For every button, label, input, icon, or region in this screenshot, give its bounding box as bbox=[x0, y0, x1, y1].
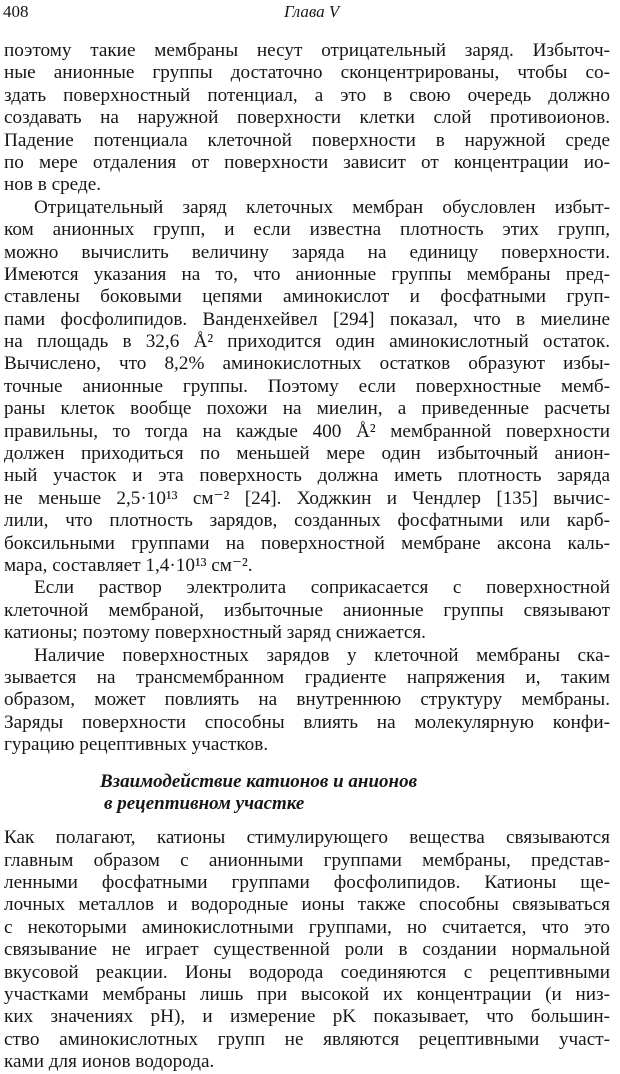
text-line: ные анионные группы достаточно сконцентрированы, чтобы со- bbox=[4, 62, 610, 84]
text-line: по мере отдаления от поверхности зависит от концентрации ио- bbox=[4, 151, 610, 173]
text-line: связывание не играет существенной роли в создании нормальной bbox=[4, 939, 610, 961]
text-line: ками для ионов водорода. bbox=[4, 1051, 215, 1073]
text-line: вкусовой реакции. Ионы водорода соединяются с рецептивными bbox=[4, 961, 610, 983]
text-line: зывается на трансмембранном градиенте напряжения и, таким bbox=[4, 666, 610, 688]
text-line: на площадь в 32,6 Å² приходится один аминокислотный остаток. bbox=[4, 331, 610, 353]
text-line: лочных металлов и водородные ионы также способны связываться bbox=[4, 894, 610, 916]
text-line: участками мембраны лишь при высокой их концентрации (и низ- bbox=[4, 984, 610, 1006]
text-line: главным образом с анионными группами мембраны, представ- bbox=[4, 849, 610, 871]
text-line: катионы; поэтому поверхностный заряд снижается. bbox=[4, 622, 426, 644]
text-line: мара, составляет 1,4·10¹³ см⁻². bbox=[4, 554, 253, 576]
text-line: Заряды поверхности способны влиять на молекулярную конфи- bbox=[4, 711, 610, 733]
text-line: гурацию рецептивных участков. bbox=[4, 734, 269, 756]
text-line: пами фосфолипидов. Ванденхейвел [294] показал, что в миелине bbox=[4, 308, 610, 330]
text-line: нов в среде. bbox=[4, 174, 102, 196]
text-line: Вычислено, что 8,2% аминокислотных остатков образуют избы- bbox=[4, 353, 610, 375]
page-number: 408 bbox=[3, 2, 29, 21]
section-heading-line: Взаимодействие катионов и анионов bbox=[100, 770, 418, 792]
text-line: образом, может повлиять на внутреннюю структуру мембраны. bbox=[4, 689, 610, 711]
text-line: Падение потенциала клеточной поверхности в наружной среде bbox=[4, 129, 610, 151]
text-line: с некоторыми аминокислотными группами, но считается, что это bbox=[4, 916, 610, 938]
text-line: правильны, то тогда на каждые 400 Å² мембранной поверхности bbox=[4, 420, 610, 442]
text-line: не меньше 2,5·10¹³ см⁻² [24]. Ходжкин и Чендлер [135] вычис- bbox=[4, 487, 610, 509]
text-line: раны клеток вообще похожи на миелин, а приведенные расчеты bbox=[4, 398, 610, 420]
text-line: лили, что плотность зарядов, созданных фосфатными или карб- bbox=[4, 510, 610, 532]
body-text bbox=[4, 40, 610, 1074]
running-head: Глава V bbox=[284, 2, 340, 21]
text-line: боксильными группами на поверхностной мембране аксона каль- bbox=[4, 532, 610, 554]
text-line: Наличие поверхностных зарядов у клеточной мембраны ска- bbox=[34, 644, 610, 666]
paragraph-1 bbox=[4, 40, 610, 197]
text-line: ленными фосфатными группами фосфолипидов. Катионы ще- bbox=[4, 872, 610, 894]
text-line: Как полагают, катионы стимулирующего вещества связываются bbox=[4, 827, 610, 849]
paragraph-4 bbox=[4, 645, 610, 757]
text-line: точные анионные группы. Поэтому если поверхностные мемб- bbox=[4, 375, 610, 397]
text-line: Если раствор электролита соприкасается с поверхностной bbox=[34, 577, 610, 599]
text-line: Имеются указания на то, что анионные группы мембраны пред- bbox=[4, 263, 610, 285]
text-line: ком анионных групп, и если известна плотность этих групп, bbox=[4, 219, 610, 241]
paragraph-2 bbox=[4, 197, 610, 578]
section-heading bbox=[4, 771, 610, 816]
text-line: здать поверхностный потенциал, а это в свою очередь должно bbox=[4, 84, 610, 106]
text-line: ный участок и эта поверхность должна иметь плотность заряда bbox=[4, 465, 610, 487]
text-line: поэтому такие мембраны несут отрицательный заряд. Избыточ- bbox=[4, 40, 610, 61]
text-line: должен приходиться по меньшей мере один избыточный анион- bbox=[4, 443, 610, 465]
text-line: ство аминокислотных групп не являются рецептивными участ- bbox=[4, 1028, 610, 1050]
text-line: можно вычислить величину заряда на единицу поверхности. bbox=[4, 241, 610, 263]
text-line: ких значениях pH), и измерение pK показывает, что большин- bbox=[4, 1006, 610, 1028]
text-line: ставлены боковыми цепями аминокислот и фосфатными груп- bbox=[4, 286, 610, 308]
text-line: Отрицательный заряд клеточных мембран обусловлен избыт- bbox=[34, 196, 610, 218]
paragraph-3 bbox=[4, 577, 610, 644]
text-line: клеточной мембраной, избыточные анионные группы связывают bbox=[4, 599, 610, 621]
text-line: создавать на наружной поверхности клетки слой противоионов. bbox=[4, 107, 610, 129]
section-heading-line: в рецептивном участке bbox=[104, 792, 305, 814]
page-header bbox=[0, 2, 620, 24]
paragraph-5 bbox=[4, 827, 610, 1073]
